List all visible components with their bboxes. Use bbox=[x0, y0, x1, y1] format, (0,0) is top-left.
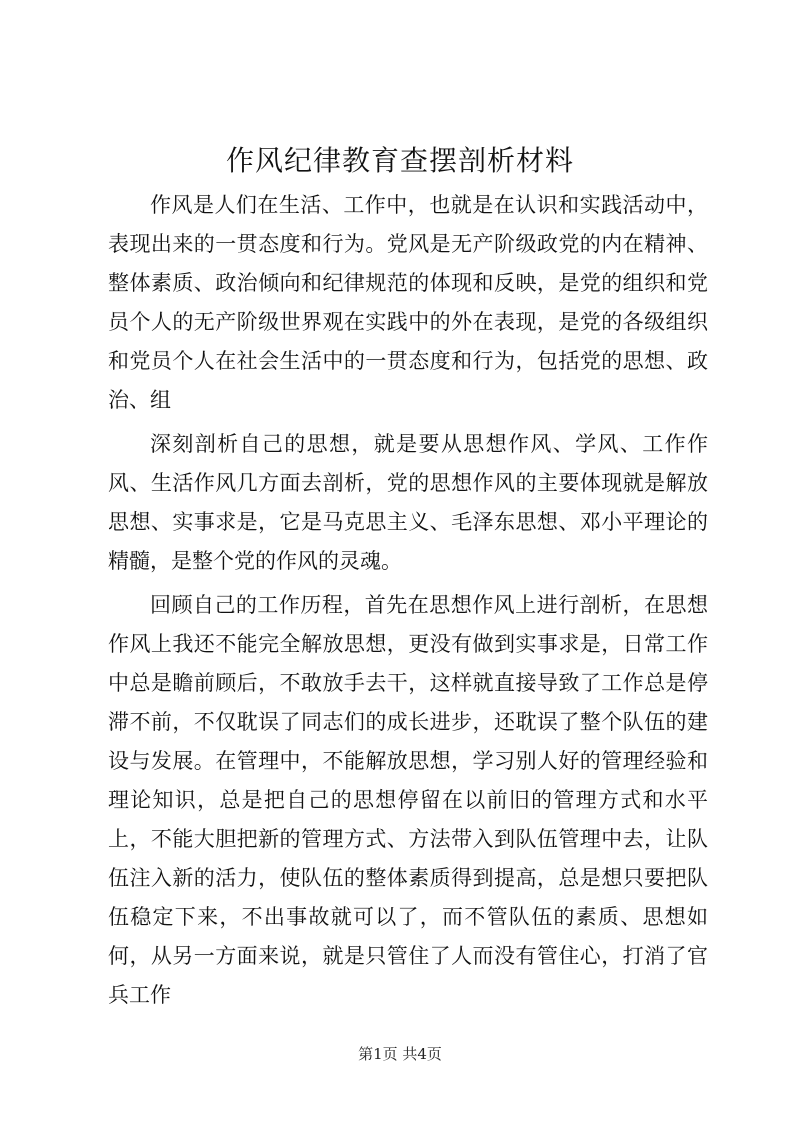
paragraph-3: 回顾自己的工作历程，首先在思想作风上进行剖析，在思想作风上我还不能完全解放思想，更没有做到实事求是，日常工作中总是瞻前顾后，不敢放手去干，这样就直接导致了工作总是停滞不前，不仅耽误了同志们的成长进步，还耽误了整个队伍的建设与发展。在管理中，不能解放思想，学习别人好的管理经验和理论知识，总是把自己的思想停留在以前旧的管理方式和水平上，不能大胆把新的管理方式、方法带入到队伍管理中去，让队伍注入新的活力，使队伍的整体素质得到提高，总是想只要把队伍稳定下来，不出事故就可以了，而不管队伍的素质、思想如何，从另一方面来说，就是只管住了人而没有管住心，打消了官兵工作 bbox=[108, 593, 708, 1007]
document-body bbox=[108, 186, 708, 1020]
paragraph-2: 深刻剖析自己的思想，就是要从思想作风、学风、工作作风、生活作风几方面去剖析，党的思想作风的主要体现就是解放思想、实事求是，它是马克思主义、毛泽东思想、邓小平理论的精髓，是整个党的作风的灵魂。 bbox=[108, 432, 708, 573]
document-title: 作风纪律教育查摆剖析材料 bbox=[225, 144, 574, 177]
page-number-footer: 第1页 共4页 bbox=[358, 1045, 442, 1063]
paragraph-1: 作风是人们在生活、工作中，也就是在认识和实践活动中，表现出来的一贯态度和行为。党风是无产阶级政党的内在精神、整体素质、政治倾向和纪律规范的体现和反映，是党的组织和党员个人的无产阶级世界观在实践中的外在表现，是党的各级组织和党员个人在社会生活中的一贯态度和行为，包括党的思想、政治、组 bbox=[108, 193, 708, 412]
